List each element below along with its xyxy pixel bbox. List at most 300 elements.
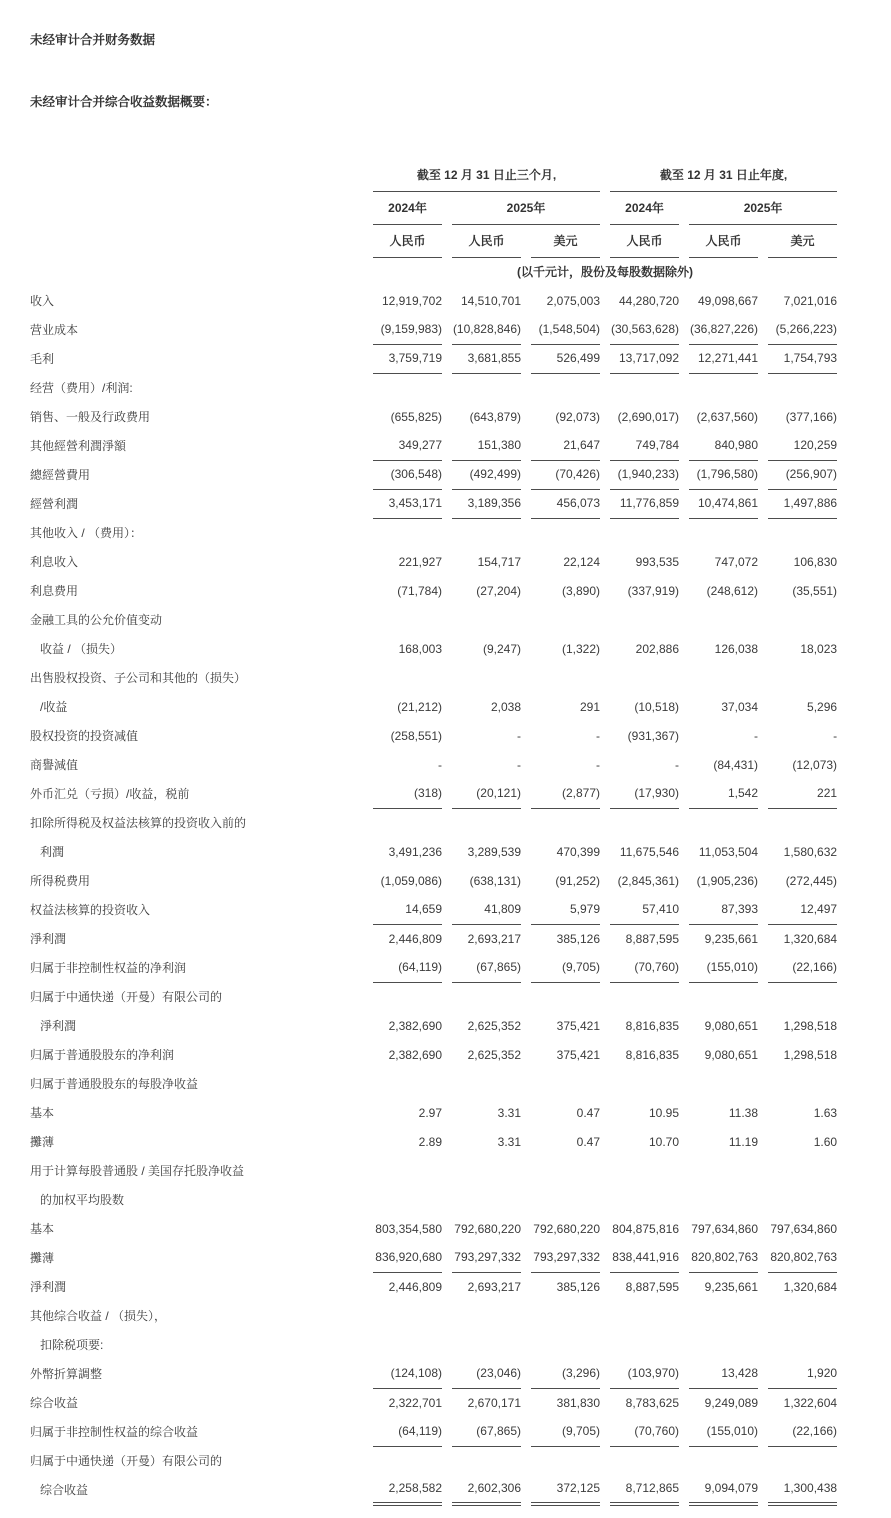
row-label: 利息收入 (30, 555, 79, 569)
cell-value: 2,693,217 (467, 931, 521, 946)
cell-value: (36,827,226) (689, 315, 758, 345)
row-label: 基本 (30, 1222, 55, 1236)
cell-value (768, 1185, 837, 1214)
cell-value: 2,038 (490, 699, 521, 714)
cell-value: (92,073) (555, 409, 601, 424)
table-row (30, 982, 837, 1011)
cell-value: 993,535 (635, 554, 680, 569)
row-label: 其他經營利潤淨額 (30, 439, 127, 453)
cell-value: (84,431) (713, 757, 759, 772)
table-row (30, 750, 837, 779)
cell-value: (318) (373, 779, 442, 809)
row-label: 销售、一般及行政费用 (30, 410, 151, 424)
row-label: 攤薄 (30, 1251, 55, 1265)
cell-value: (931,367) (627, 728, 680, 743)
row-label: 攤薄 (30, 1135, 55, 1149)
cell-value: 0.47 (576, 1134, 601, 1149)
cell-value: (70,760) (610, 953, 679, 983)
period-group-title: 截至 12 月 31 日止三个月, (373, 158, 600, 192)
cell-value: (9,159,983) (373, 315, 442, 345)
cell-value: 385,126 (556, 931, 601, 946)
cell-value: 792,680,220 (533, 1221, 601, 1236)
cell-value (768, 808, 837, 837)
unit-note: (以千元计，股份及每股数据除外) (517, 265, 694, 279)
cell-value: (337,919) (627, 583, 680, 598)
cell-value (610, 982, 679, 1011)
row-label: 权益法核算的投资收入 (30, 903, 151, 917)
period-group-title: 截至 12 月 31 日止年度, (610, 158, 837, 192)
cell-value: 3,759,719 (373, 344, 442, 374)
cell-value: 820,802,763 (689, 1243, 758, 1273)
cell-value: 14,510,701 (460, 293, 521, 308)
cell-value: 1.63 (813, 1105, 838, 1120)
cell-value: (124,108) (373, 1359, 442, 1389)
row-label: 毛利 (30, 352, 55, 366)
cell-value: 12,919,702 (381, 293, 442, 308)
table-row (30, 286, 837, 315)
cell-value: 1,920 (768, 1359, 837, 1389)
cell-value (373, 1301, 442, 1330)
table-row (30, 779, 837, 808)
cell-value: 2,075,003 (546, 293, 601, 308)
cell-value: 2,382,690 (388, 1047, 442, 1062)
cell-value: 792,680,220 (454, 1221, 521, 1236)
cell-value (768, 1301, 837, 1330)
table-row (30, 547, 837, 576)
cell-value: 1,580,632 (783, 844, 838, 859)
cell-value (531, 1185, 600, 1214)
cell-value (531, 1156, 600, 1185)
section-title: 未经审计合并综合收益数据概要： (30, 95, 218, 109)
cell-value: (1,940,233) (610, 460, 679, 490)
cell-value (531, 982, 600, 1011)
table-row (30, 1475, 837, 1504)
cell-value: 2,382,690 (388, 1018, 442, 1033)
cell-value (768, 982, 837, 1011)
cell-value: 37,034 (721, 699, 759, 714)
cell-value: 120,259 (768, 431, 837, 461)
cell-value: 44,280,720 (618, 293, 680, 308)
cell-value (768, 1156, 837, 1185)
table-row (30, 1156, 837, 1185)
cell-value: (1,059,086) (380, 873, 442, 888)
cell-value: (3,296) (531, 1359, 600, 1389)
cell-value: 793,297,332 (452, 1243, 521, 1273)
cell-value: (1,796,580) (689, 460, 758, 490)
table-row (30, 1388, 837, 1417)
cell-value (689, 663, 758, 692)
cell-value: (10,518) (634, 699, 680, 714)
cell-value: (655,825) (390, 409, 442, 424)
cell-value (373, 518, 442, 547)
cell-value: (155,010) (689, 953, 758, 983)
cell-value (373, 605, 442, 634)
cell-value (452, 1330, 521, 1359)
cell-value: - (517, 757, 521, 772)
cell-value (768, 1446, 837, 1475)
row-label: 归属于普通股股东的净利润 (30, 1048, 175, 1062)
cell-value (610, 1185, 679, 1214)
table-row (30, 866, 837, 895)
cell-value (373, 808, 442, 837)
cell-value: 291 (580, 699, 601, 714)
table-row (30, 1040, 837, 1069)
cell-value: 2.97 (418, 1105, 442, 1120)
table-row (30, 1301, 837, 1330)
cell-value: 8,887,595 (625, 931, 680, 946)
cell-value: 747,072 (714, 554, 759, 569)
cell-value (610, 1069, 679, 1098)
cell-value: 1,320,684 (783, 1279, 838, 1294)
cell-value: (9,705) (531, 1417, 600, 1447)
year-label: 2025年 (689, 191, 837, 225)
cell-value: 14,659 (373, 895, 442, 925)
cell-value: 9,094,079 (689, 1473, 758, 1506)
cell-value: 221 (768, 779, 837, 809)
cell-value: 372,125 (531, 1473, 600, 1506)
row-label: 营业成本 (30, 323, 79, 337)
cell-value: 8,712,865 (610, 1473, 679, 1506)
cell-value: (1,905,236) (696, 873, 759, 888)
row-label: 基本 (30, 1106, 55, 1120)
cell-value: (638,131) (469, 873, 521, 888)
table-row (30, 1185, 837, 1214)
cell-value: 21,647 (531, 431, 600, 461)
table-row (30, 344, 837, 373)
cell-value: (10,828,846) (452, 315, 521, 345)
cell-value (452, 1185, 521, 1214)
cell-value: 8,816,835 (625, 1018, 680, 1033)
cell-value (689, 808, 758, 837)
row-label: 淨利潤 (30, 932, 67, 946)
header-currency-row (30, 224, 837, 257)
cell-value: 11,053,504 (698, 844, 759, 859)
cell-value: 8,816,835 (625, 1047, 680, 1062)
header-year-row (30, 191, 837, 224)
cell-value: (70,760) (610, 1417, 679, 1447)
row-label: 用于计算每股普通股 / 美国存托股净收益 (30, 1164, 245, 1178)
cell-value: 2,258,582 (373, 1473, 442, 1506)
cell-value: (70,426) (531, 460, 600, 490)
table-row (30, 808, 837, 837)
table-row (30, 576, 837, 605)
cell-value: 202,886 (635, 641, 680, 656)
row-label: 归属于中通快递（开曼）有限公司的 (30, 1454, 223, 1468)
cell-value: 803,354,580 (375, 1221, 442, 1236)
cell-value (610, 1156, 679, 1185)
cell-value: (20,121) (452, 779, 521, 809)
table-row (30, 1214, 837, 1243)
cell-value: 375,421 (556, 1047, 601, 1062)
cell-value: (35,551) (792, 583, 838, 598)
header-period-row (30, 158, 837, 191)
cell-value (689, 1301, 758, 1330)
cell-value: 168,003 (398, 641, 442, 656)
cell-value: 381,830 (556, 1395, 601, 1410)
cell-value: 2,446,809 (388, 1279, 442, 1294)
cell-value: 456,073 (531, 489, 600, 519)
cell-value: 2.89 (418, 1134, 442, 1149)
table-row (30, 489, 837, 518)
cell-value: 836,920,680 (373, 1243, 442, 1273)
row-label: 经营（费用）/利润: (30, 381, 133, 395)
cell-value (610, 1330, 679, 1359)
cell-value (452, 982, 521, 1011)
cell-value: 2,602,306 (452, 1473, 521, 1506)
cell-value (452, 1069, 521, 1098)
cell-value: 22,124 (563, 554, 601, 569)
cell-value: (22,166) (768, 953, 837, 983)
cell-value: 41,809 (452, 895, 521, 925)
cell-value: 2,670,171 (467, 1395, 521, 1410)
cell-value: 2,625,352 (467, 1047, 521, 1062)
cell-value: 7,021,016 (783, 293, 838, 308)
cell-value (531, 373, 600, 402)
cell-value (610, 663, 679, 692)
cell-value: (22,166) (768, 1417, 837, 1447)
cell-value: 11.19 (728, 1134, 759, 1149)
cell-value (373, 1156, 442, 1185)
cell-value (452, 1301, 521, 1330)
currency-label: 人民币 (452, 224, 521, 258)
cell-value: (67,865) (452, 1417, 521, 1447)
cell-value (452, 373, 521, 402)
cell-value: 820,802,763 (768, 1243, 837, 1273)
cell-value (373, 1069, 442, 1098)
row-label: 其他收入 / （费用）： (30, 526, 143, 540)
cell-value (689, 1156, 758, 1185)
cell-value: (103,970) (610, 1359, 679, 1389)
cell-value: 13,717,092 (610, 344, 679, 374)
cell-value (373, 1446, 442, 1475)
table-row (30, 373, 837, 402)
cell-value: (3,890) (562, 583, 601, 598)
cell-value: 1,542 (689, 779, 758, 809)
cell-value: (30,563,628) (610, 315, 679, 345)
cell-value: 797,634,860 (770, 1221, 838, 1236)
table-row (30, 1011, 837, 1040)
cell-value: (492,499) (452, 460, 521, 490)
table-row (30, 924, 837, 953)
cell-value: 8,887,595 (625, 1279, 680, 1294)
cell-value (531, 1069, 600, 1098)
table-row (30, 895, 837, 924)
cell-value: 2,322,701 (388, 1395, 442, 1410)
table-header (30, 158, 837, 286)
cell-value: (256,907) (768, 460, 837, 490)
currency-label: 人民币 (689, 224, 758, 258)
row-label: 利息费用 (30, 584, 79, 598)
cell-value: (258,551) (390, 728, 442, 743)
cell-value: (21,212) (397, 699, 442, 714)
cell-value (452, 808, 521, 837)
row-label: 扣除税项要: (40, 1338, 104, 1352)
cell-value: (71,784) (397, 583, 442, 598)
cell-value: 749,784 (610, 431, 679, 461)
cell-value: (17,930) (610, 779, 679, 809)
row-label: /收益 (40, 700, 68, 714)
cell-value: 5,296 (807, 699, 838, 714)
cell-value: (91,252) (555, 873, 601, 888)
cell-value: (9,705) (531, 953, 600, 983)
table-row (30, 1417, 837, 1446)
cell-value: (2,637,560) (696, 409, 759, 424)
table-row (30, 721, 837, 750)
cell-value: 3,189,356 (452, 489, 521, 519)
cell-value (768, 373, 837, 402)
table-row (30, 634, 837, 663)
table-row (30, 692, 837, 721)
cell-value: 470,399 (556, 844, 601, 859)
cell-value: (23,046) (452, 1359, 521, 1389)
cell-value (768, 605, 837, 634)
table-row (30, 1127, 837, 1156)
cell-value: 11,776,859 (610, 489, 679, 519)
cell-value (531, 663, 600, 692)
cell-value: 3.31 (497, 1134, 521, 1149)
cell-value: (272,445) (785, 873, 838, 888)
cell-value (689, 982, 758, 1011)
cell-value: 2,693,217 (467, 1279, 521, 1294)
row-label: 收入 (30, 294, 55, 308)
table-row (30, 953, 837, 982)
table-row (30, 431, 837, 460)
cell-value (531, 1330, 600, 1359)
row-label: 收益 / （损失） (40, 642, 123, 656)
cell-value: (2,690,017) (617, 409, 680, 424)
cell-value (610, 808, 679, 837)
cell-value: (306,548) (373, 460, 442, 490)
cell-value: 526,499 (531, 344, 600, 374)
cell-value: (1,322) (562, 641, 601, 656)
cell-value: 838,441,916 (610, 1243, 679, 1273)
row-label: 外币汇兑（亏损）/收益，税前 (30, 787, 190, 801)
row-label: 扣除所得税及权益法核算的投资收入前的 (30, 816, 247, 830)
cell-value: 5,979 (531, 895, 600, 925)
row-label: 综合收益 (30, 1396, 79, 1410)
cell-value: 11,675,546 (619, 844, 680, 859)
cell-value: 9,080,651 (704, 1018, 759, 1033)
table-row (30, 1359, 837, 1388)
cell-value: 2,625,352 (467, 1018, 521, 1033)
cell-value: 10.70 (649, 1134, 680, 1149)
cell-value: 9,235,661 (704, 1279, 759, 1294)
cell-value: 106,830 (793, 554, 838, 569)
cell-value: 2,446,809 (388, 931, 442, 946)
cell-value: - (596, 728, 601, 743)
cell-value: (27,204) (476, 583, 521, 598)
currency-label: 美元 (768, 224, 837, 258)
cell-value (531, 518, 600, 547)
row-label: 總經營費用 (30, 468, 91, 482)
cell-value: - (596, 757, 601, 772)
table-row (30, 663, 837, 692)
table-row (30, 402, 837, 431)
table-row (30, 1330, 837, 1359)
cell-value (768, 518, 837, 547)
row-label: 所得税费用 (30, 874, 91, 888)
cell-value: 840,980 (689, 431, 758, 461)
cell-value: (377,166) (785, 409, 838, 424)
row-label: 其他综合收益 / （损失）， (30, 1309, 167, 1323)
cell-value: - (438, 757, 442, 772)
cell-value (531, 1301, 600, 1330)
row-label: 利潤 (40, 845, 65, 859)
cell-value (689, 1446, 758, 1475)
cell-value (768, 663, 837, 692)
table-row (30, 1243, 837, 1272)
cell-value: 1.60 (813, 1134, 838, 1149)
cell-value: 793,297,332 (531, 1243, 600, 1273)
cell-value: 126,038 (714, 641, 759, 656)
year-label: 2025年 (452, 191, 600, 225)
cell-value: (5,266,223) (768, 315, 837, 345)
cell-value (610, 605, 679, 634)
row-label: 淨利潤 (40, 1019, 77, 1033)
cell-value: 13,428 (689, 1359, 758, 1389)
cell-value: 3,453,171 (373, 489, 442, 519)
cell-value (768, 1330, 837, 1359)
cell-value: 8,783,625 (625, 1395, 680, 1410)
cell-value: 57,410 (610, 895, 679, 925)
cell-value: (155,010) (689, 1417, 758, 1447)
cell-value: (2,845,361) (617, 873, 680, 888)
cell-value (689, 1069, 758, 1098)
cell-value: (64,119) (373, 953, 442, 983)
cell-value: 3,491,236 (388, 844, 442, 859)
row-label: 综合收益 (40, 1483, 89, 1497)
cell-value (452, 663, 521, 692)
cell-value (689, 518, 758, 547)
cell-value: (67,865) (452, 953, 521, 983)
cell-value: 349,277 (373, 431, 442, 461)
cell-value: 87,393 (689, 895, 758, 925)
cell-value: 12,271,441 (689, 344, 758, 374)
row-label: 出售股权投资、子公司和其他的（损失） (30, 671, 247, 685)
cell-value: 9,235,661 (704, 931, 759, 946)
cell-value (373, 982, 442, 1011)
cell-value: 221,927 (398, 554, 442, 569)
cell-value (689, 373, 758, 402)
row-label: 归属于非控制性权益的净利润 (30, 961, 187, 975)
row-label: 淨利潤 (30, 1280, 67, 1294)
cell-value: 804,875,816 (612, 1221, 680, 1236)
cell-value: 9,080,651 (704, 1047, 759, 1062)
table-row (30, 1098, 837, 1127)
cell-value: 3,681,855 (452, 344, 521, 374)
cell-value: - (517, 728, 521, 743)
cell-value: 1,320,684 (783, 931, 838, 946)
row-label: 外幣折算調整 (30, 1367, 103, 1381)
cell-value: (643,879) (469, 409, 521, 424)
cell-value: (1,548,504) (531, 315, 600, 345)
year-label: 2024年 (373, 191, 442, 225)
cell-value (373, 373, 442, 402)
cell-value (610, 518, 679, 547)
cell-value: 1,497,886 (768, 489, 837, 519)
cell-value: 18,023 (800, 641, 838, 656)
cell-value (373, 1330, 442, 1359)
cell-value: 12,497 (768, 895, 837, 925)
cell-value: 3.31 (497, 1105, 521, 1120)
currency-label: 美元 (531, 224, 600, 258)
cell-value (452, 1446, 521, 1475)
table-row (30, 1272, 837, 1301)
row-label: 商譽減值 (30, 758, 79, 772)
cell-value: - (833, 728, 838, 743)
year-label: 2024年 (610, 191, 679, 225)
cell-value: 9,249,089 (704, 1395, 759, 1410)
